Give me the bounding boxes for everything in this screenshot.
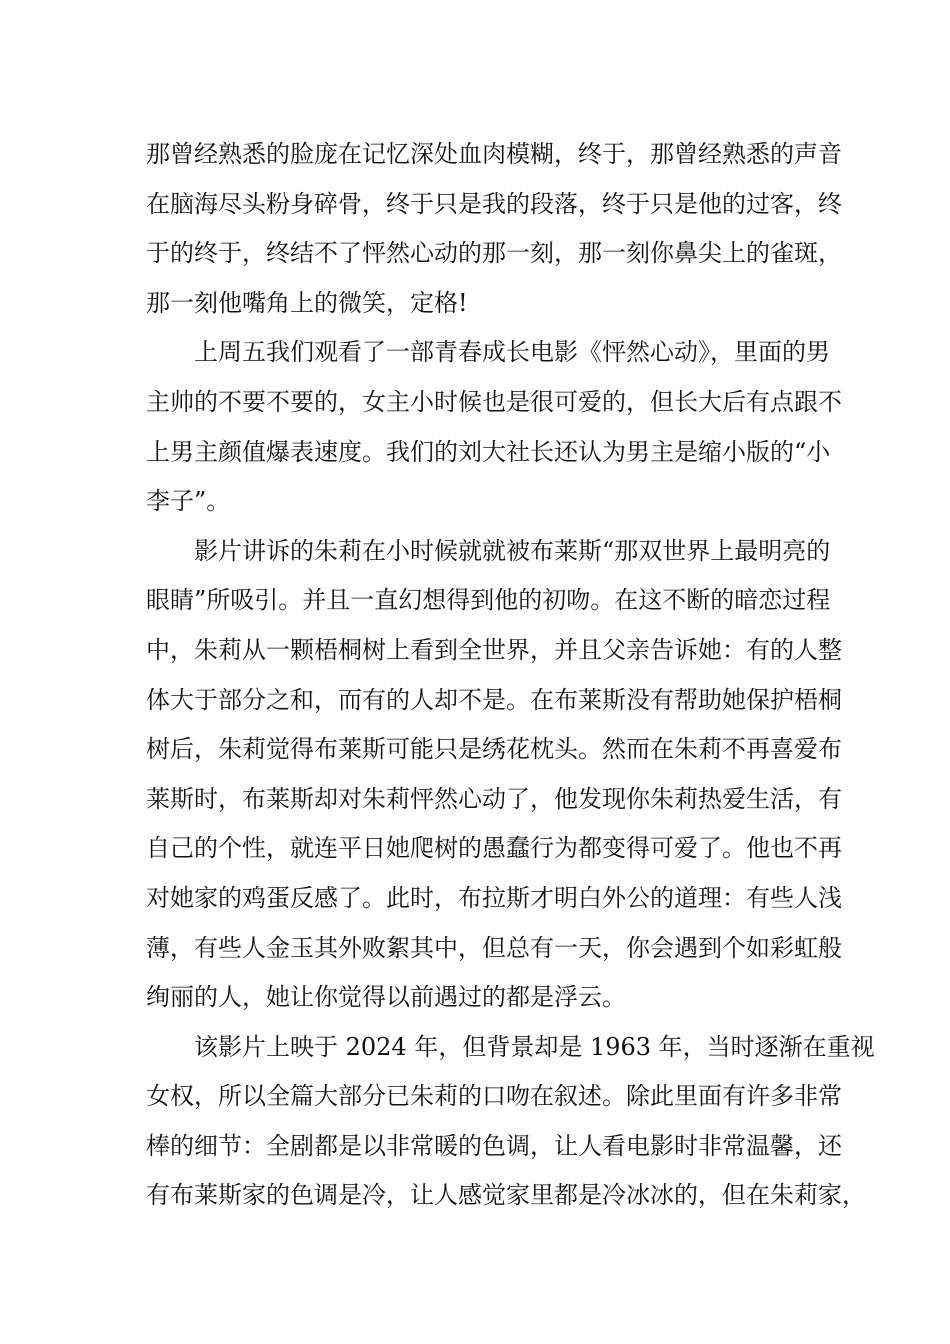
paragraph-1 xyxy=(146,130,842,328)
text-line: 上男主颜值爆表速度。我们的刘大社长还认为男主是缩小版的“小 xyxy=(146,437,831,466)
text-line: 自己的个性，就连平日她爬树的愚蠢行为都变得可爱了。他也不再 xyxy=(146,834,842,863)
text-line: 薄，有些人金玉其外败絮其中，但总有一天，你会遇到个如彩虹般 xyxy=(146,933,842,962)
text-line: 影片讲诉的朱莉在小时候就就被布莱斯“那双世界上最明亮的 xyxy=(194,536,831,565)
text-line: 上周五我们观看了一部青春成长电影《怦然心动》，里面的男 xyxy=(194,338,830,367)
text-line: 主帅的不要不要的，女主小时候也是很可爱的，但长大后有点跟不 xyxy=(146,387,842,416)
paragraph-4 xyxy=(146,1023,875,1221)
text-line: 绚丽的人，她让你觉得以前遇过的都是浮云。 xyxy=(146,983,626,1012)
text-line: 那曾经熟悉的脸庞在记忆深处血肉模糊，终于，那曾经熟悉的声音 xyxy=(146,140,842,168)
text-line: 有布莱斯家的色调是冷，让人感觉家里都是冷冰冰的，但在朱莉家， xyxy=(146,1181,866,1210)
text-line: 眼睛”所吸引。并且一直幻想得到他的初吻。在这不断的暗恋过程 xyxy=(146,586,831,615)
text-line: 在脑海尽头粉身碎骨，终于只是我的段落，终于只是他的过客，终 xyxy=(146,189,842,218)
document-body xyxy=(146,130,875,1221)
text-line: 李子”。 xyxy=(146,487,231,516)
text-line: 棒的细节：全剧都是以非常暖的色调，让人看电影时非常温馨，还 xyxy=(146,1131,842,1160)
paragraph-2 xyxy=(146,328,842,526)
text-line: 体大于部分之和，而有的人却不是。在布莱斯没有帮助她保护梧桐 xyxy=(146,685,842,714)
text-line: 该影片上映于 2024 年，但背景却是 1963 年，当时逐渐在重视 xyxy=(194,1032,875,1061)
text-line: 莱斯时，布莱斯却对朱莉怦然心动了，他发现你朱莉热爱生活，有 xyxy=(146,784,842,813)
text-line: 女权，所以全篇大部分已朱莉的口吻在叙述。除此里面有许多非常 xyxy=(146,1082,842,1111)
paragraph-3 xyxy=(146,527,842,1023)
text-line: 中，朱莉从一颗梧桐树上看到全世界，并且父亲告诉她：有的人整 xyxy=(146,635,842,664)
text-line: 对她家的鸡蛋反感了。此时，布拉斯才明白外公的道理：有些人浅 xyxy=(146,883,842,912)
text-line: 树后，朱莉觉得布莱斯可能只是绣花枕头。然而在朱莉不再喜爱布 xyxy=(146,735,842,764)
text-line: 那一刻他嘴角上的微笑，定格! xyxy=(146,288,468,317)
text-line: 于的终于，终结不了怦然心动的那一刻，那一刻你鼻尖上的雀斑， xyxy=(146,239,842,268)
